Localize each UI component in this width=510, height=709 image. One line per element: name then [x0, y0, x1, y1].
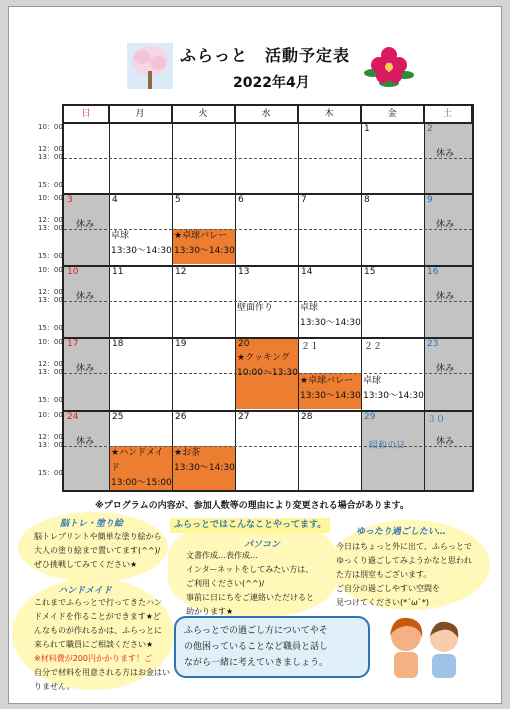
off-day-cell	[64, 410, 109, 490]
event-text: 壁面作り	[237, 303, 274, 313]
day-number: 4	[112, 195, 118, 205]
cherry-tree-illustration	[127, 43, 173, 89]
relax-heading: ゆったり過ごしたい…	[356, 527, 446, 537]
day-number: 10	[67, 267, 79, 277]
event-text: ★卓球バレー 13:30～14:30	[300, 376, 361, 401]
page-title: ふらっと 活動予定表	[180, 46, 351, 65]
holiday-label: 昭和の日	[369, 441, 406, 451]
time-label: 10：00	[38, 338, 63, 346]
brain-training-heading: 脳トレ・塗り絵	[60, 519, 124, 529]
grid-line	[298, 106, 299, 490]
day-number: 13	[238, 267, 250, 277]
time-label: 12：00	[38, 216, 63, 224]
time-label: 12：00	[38, 433, 63, 441]
time-label: 13：00	[38, 296, 63, 304]
time-label: 13：00	[38, 368, 63, 376]
time-label: 10：00	[38, 411, 63, 419]
event-text: ★お茶 13:30～14:30	[174, 448, 235, 473]
day-number: ３０	[427, 415, 446, 425]
divider	[64, 158, 472, 159]
off-label: 休み	[76, 292, 95, 302]
day-number: 11	[112, 267, 124, 277]
grid-line	[64, 265, 472, 267]
day-number: 14	[301, 267, 313, 277]
weekday-header: 金	[361, 106, 424, 122]
day-number: 5	[175, 195, 181, 205]
staff-illustration	[378, 606, 470, 680]
day-number: 6	[238, 195, 244, 205]
weekday-header: 火	[172, 106, 235, 122]
day-number: 7	[301, 195, 307, 205]
activities-banner: ふらっとではこんなことやってます。	[170, 518, 330, 533]
day-number: ２２	[364, 342, 383, 352]
off-label: 休み	[436, 364, 455, 374]
day-number: 29	[364, 412, 376, 422]
event-text: 卓球 13:30～14:30	[363, 376, 424, 401]
day-number: 20	[238, 339, 250, 349]
off-label: 休み	[76, 364, 95, 374]
time-label: 15：00	[38, 469, 63, 477]
grid-line	[172, 106, 173, 490]
event-text: ★クッキング 10:00～13:30	[237, 353, 298, 378]
grid-line	[361, 106, 362, 490]
grid-line	[64, 337, 472, 339]
time-label: 15：00	[38, 396, 63, 404]
day-number: 26	[175, 412, 187, 422]
grid-line	[64, 122, 472, 124]
relax-text: 今日はちょっと外に出て、ふらっとで ゆっくり過ごしてみようかなと思われ た方は別室もございます。 ご自分の過ごしやすい空間を 見つけてください(*´ω`*)	[336, 542, 472, 607]
weekday-header: 月	[109, 106, 172, 122]
time-label: 12：00	[38, 360, 63, 368]
time-label: 13：00	[38, 224, 63, 232]
grid-line	[109, 106, 110, 490]
day-number: 15	[364, 267, 376, 277]
event-text: ★ハンドメイ ド 13:00～15:00	[111, 448, 172, 488]
grid-line	[235, 106, 236, 490]
off-label: 休み	[76, 437, 95, 447]
time-label: 12：00	[38, 288, 63, 296]
event-text: ★卓球バレー 13:30～14:30	[174, 231, 235, 256]
day-number: 1	[364, 124, 370, 134]
off-label: 休み	[436, 437, 455, 447]
grid-line	[64, 193, 472, 195]
grid-line	[64, 410, 472, 412]
day-number: 12	[175, 267, 187, 277]
brain-training-text: 脳トレプリントや簡単な塗り絵から 大人の塗り絵まで置いてます(^^)/ ぜひ挑戦してみてください★	[34, 532, 162, 569]
weekday-header: 日	[64, 106, 109, 122]
event-text: 卓球 13:30～14:30	[300, 303, 361, 328]
day-number: 17	[67, 339, 79, 349]
day-number: 19	[175, 339, 187, 349]
day-number: 9	[427, 195, 433, 205]
off-label: 休み	[436, 220, 455, 230]
time-label: 10：00	[38, 266, 63, 274]
time-label: 10：00	[38, 194, 63, 202]
day-number: 25	[112, 412, 124, 422]
day-number: 27	[238, 412, 250, 422]
day-number: 2	[427, 124, 433, 134]
time-label: 15：00	[38, 324, 63, 332]
handmade-text: これまでふらっとで行ってきたハン ドメイドを作ることができます★ど んなものが作れるかは、ふらっとに 来られて職員にご相談ください★ ※材料費が200円かかります！ご 自分で材料を用意される方はお金はい りません。	[34, 598, 170, 691]
time-label: 13：00	[38, 153, 63, 161]
time-label: 13：00	[38, 441, 63, 449]
day-number: 24	[67, 412, 79, 422]
off-label: 休み	[436, 292, 455, 302]
grid-line	[424, 106, 425, 490]
day-number: 18	[112, 339, 124, 349]
notice-text: ※プログラムの内容が、参加人数等の理由により変更される場合があります。	[95, 501, 409, 511]
time-label: 12：00	[38, 145, 63, 153]
handmade-heading: ハンドメイド	[58, 586, 112, 596]
calendar-grid	[62, 104, 474, 492]
day-number: 8	[364, 195, 370, 205]
pc-heading: パソコン	[244, 540, 280, 550]
flower-illustration	[363, 43, 415, 87]
month-label: 2022年4月	[233, 75, 310, 91]
day-number: ２１	[301, 342, 320, 352]
day-number: 16	[427, 267, 439, 277]
day-number: 3	[67, 195, 73, 205]
event-text: 卓球 13:30～14:30	[111, 231, 172, 256]
speech-bubble: ふらっとでの過ごし方についてやそ の他困っていることなど職員と話し ながら一緒に考えていきましょう。	[174, 616, 370, 678]
time-label: 15：00	[38, 181, 63, 189]
weekday-header: 木	[298, 106, 361, 122]
day-number: 23	[427, 339, 439, 349]
weekday-header: 土	[424, 106, 472, 122]
pc-text: 文書作成…表作成… インターネットをしてみたい方は、 ご利用ください(^^)/ 事前に日にちをご連絡いただけると 助かります★	[186, 551, 314, 616]
time-label: 10：00	[38, 123, 63, 131]
off-label: 休み	[76, 220, 95, 230]
weekday-header: 水	[235, 106, 298, 122]
time-label: 15：00	[38, 252, 63, 260]
off-label: 休み	[436, 149, 455, 159]
day-number: 28	[301, 412, 313, 422]
